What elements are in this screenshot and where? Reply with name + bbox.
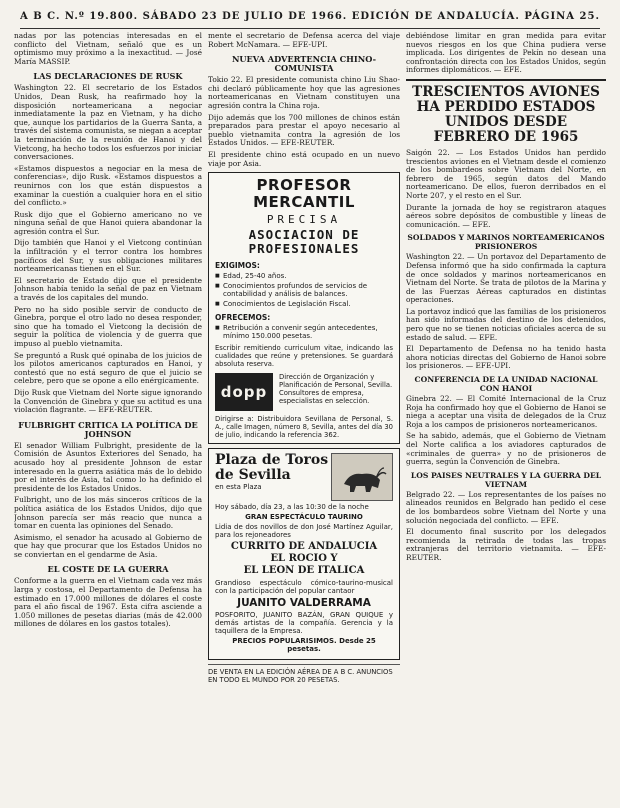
- column-right-aviones: [406, 149, 606, 229]
- article-heading: LAS DECLARACIONES DE RUSK: [33, 71, 183, 82]
- article-paragraph: debiéndose limitar en gran medida para evitar nuevos riesgos en los que China pudiera verse implicada. Los dirigentes de Pekín no desean una confrontación directa con los Estados Unidos, según informes diplomáticos. — EFE.: [406, 32, 606, 75]
- column-right-top: [406, 32, 606, 75]
- job-advertisement: [208, 172, 400, 444]
- column-right-conferencia: [406, 395, 606, 467]
- article-paragraph: Se ha sabido, además, que el Gobierno de Vietnam del Norte califica a los aviadores capturados de «criminales de guerra» y no de prisioneros de guerra, según la Convención de Ginebra.: [406, 431, 606, 467]
- article-heading: NUEVA ADVERTENCIA CHINO-COMUNISTA: [231, 54, 377, 74]
- article-paragraph: Ginebra 22. — El Comité Internacional de la Cruz Roja ha confirmado hoy que el Gobierno de Hanoi se niega a aceptar una visita de delegados de la Cruz Roja a los campos de prisioneros norteamericanos.: [406, 394, 606, 429]
- article-paragraph: Asimismo, el senador ha acusado al Gobierno de que hay que procurar que los Estados Unidos no se conviertan en el gendarme de Asia.: [14, 532, 202, 559]
- page-header: A B C. N.º 19.800. SÁBADO 23 DE JULIO DE 1966. EDICIÓN DE ANDALUCÍA. PÁGINA 25.: [20, 6, 600, 29]
- bullfight-advertisement: [208, 448, 400, 660]
- newspaper-page: [10, 6, 610, 802]
- ad-requirement: ■ Edad, 25-40 años.: [223, 272, 393, 280]
- ad-offer: ■ Retribución a convenir según antecedentes, mínimo 150.000 pesetas.: [223, 324, 393, 340]
- bullfight-date: Hoy sábado, día 23, a las 10:30 de la noche: [215, 503, 369, 512]
- dopp-row: [215, 373, 393, 411]
- bullfight-header-row: [215, 453, 393, 501]
- ad-offer-label: OFRECEMOS:: [215, 313, 271, 323]
- headline-aviones: TRESCIENTOS AVIONES HA PERDIDO ESTADOS UNIDOS DESDE FEBRERO DE 1965: [406, 79, 606, 145]
- column-left: [14, 32, 202, 792]
- bull-icon: [332, 454, 392, 500]
- column-right-prisioneros: [406, 253, 606, 371]
- edition-footer-ad: DE VENTA EN LA EDICIÓN AÉREA DE A B C. ANUNCIOS EN TODO EL MUNDO POR 20 PESETAS.: [208, 664, 400, 684]
- article-paragraph: Durante la jornada de hoy se registraron ataques aéreos sobre depósitos de combustible y líneas de comunicación. — EFE.: [406, 202, 606, 229]
- article-paragraph: El secretario de Estado dijo que el presidente Johnson había tenido la señal de paz en Vietnam a través de los capitales del mundo.: [14, 275, 202, 303]
- bullfight-line2: Grandioso espectáculo cómico-taurino-musical con la participación del popular cantaor: [215, 579, 393, 596]
- article-heading: EL COSTE DE LA GUERRA: [47, 564, 169, 575]
- column-middle: [208, 32, 400, 792]
- article-paragraph: Belgrado 22. — Los representantes de los países no alineados reunidos en Belgrado han pedido el cese de los bombardeos sobre Vietnam del Norte y una solución negociada del conflicto. — EFE.: [406, 489, 606, 525]
- article-heading: FULBRIGHT CRITICA LA POLÍTICA DE JOHNSON: [18, 419, 198, 439]
- article-paragraph: mente el secretario de Defensa acerca del viaje Robert McNamara. — EFE-UPI.: [208, 32, 400, 49]
- subhead-conferencia: CONFERENCIA DE LA UNIDAD NACIONAL CON HANOI: [414, 375, 598, 394]
- article-paragraph: «Estamos dispuestos a negociar en la mesa de conferencias», dijo Rusk. «Estamos dispuestos a reunirnos con los que están dispuestos a examinar la cuestión a cualquier hora en el sitio del conflicto.»: [14, 163, 202, 208]
- article-paragraph: Tokio 22. El presidente comunista chino Liu Shao-chi declaró públicamente hoy que las agresiones norteamericanas en Vietnam constituyen una agresión contra la China roja.: [208, 75, 400, 110]
- bull-illustration: [331, 453, 393, 501]
- bullfight-extras: POSFORITO, JUANITO BAZÁN, GRAN QUIQUE y demás artistas de la compañía. Gerencia y la taquillera de la Empresa.: [215, 611, 393, 636]
- article-paragraph: Saigón 22. — Los Estados Unidos han perdido trescientos aviones en el Vietnam desde el comienzo de los bombardeos sobre Vietnam del Norte, en febrero de 1965, según datos del Mando norteamericano. De ellos, fueron derribados en el Norte 207, y el resto en el Sur.: [406, 147, 606, 200]
- subhead-neutrales: LOS PAISES NEUTRALES Y LA GUERRA DEL VIETNAM: [410, 470, 602, 489]
- article-paragraph: nadas por las potencias interesadas en el conflicto del Vietnam, señaló que es un optimismo muy próximo a la inexactitud. — José María MASSIP.: [14, 32, 202, 66]
- article-paragraph: El presidente chino está ocupado en un nuevo viaje por Asia.: [208, 149, 400, 168]
- article-paragraph: Pero no ha sido posible servir de conducto de Ginebra, porque el otro lado no desea responder, sino que ha tomado el Vietcong la decisión de seguir la política de violencia y de guerra que impuso al pueblo vietnamita.: [14, 304, 202, 348]
- ad-requirement: ■ Conocimientos profundos de servicios de contabilidad y análisis de balances.: [223, 282, 393, 298]
- article-paragraph: Conforme a la guerra en el Vietnam cada vez más larga y costosa, el Departamento de Defensa ha estimado en 17.000 millones de dólares el coste para el año fiscal de 1967. Esta cifra asciende a 1.050 millones de pesetas diarias (más de 42.000 millones de dólares en los gastos totales).: [14, 576, 202, 629]
- article-paragraph: Dijo también que Hanoi y el Vietcong continúan la infiltración y el terror contra los hombres pacíficos del Sur, y sus obligaciones militares norteamericanas tienen en el Sur.: [14, 238, 202, 274]
- ad-title: PROFESOR MERCANTIL: [253, 176, 355, 212]
- ad-precisa: PRECISA: [266, 213, 342, 227]
- dopp-logo: dopp: [215, 373, 273, 411]
- bullfight-prices: PRECIOS POPULARISIMOS. Desde 25 pesetas.: [232, 637, 376, 654]
- bullfight-subtitle: en esta Plaza: [215, 483, 262, 492]
- subhead-prisioneros: SOLDADOS Y MARINOS NORTEAMERICANOS PRISIONEROS: [407, 233, 605, 252]
- article-paragraph: Dijo además que los 700 millones de chinos están preparados para prestar el apoyo necesario al pueblo vietnamita contra la agresión de los Estados Unidos. — EFE-REUTER.: [208, 112, 400, 148]
- article-paragraph: Rusk dijo que el Gobierno americano no ve ninguna señal de que Hanoi quiera abandonar la agresión contra el Sur.: [14, 209, 202, 236]
- article-paragraph: El documento final suscrito por los delegados recomienda la retirada de todas las tropas extranjeras del territorio vietnamita. — EFE-REUTER.: [406, 527, 606, 562]
- bullfighter-name: EL ROCIO Y: [270, 553, 338, 565]
- column-middle-articles: [208, 32, 400, 168]
- article-paragraph: Washington 22. El secretario de los Estados Unidos, Dean Rusk, ha reafirmado hoy la disposición norteamericana a negociar inmediatamente la paz en Vietnam, y ha dicho que, aunque los partidarios de la Guerra Santa, a través del sistema comunista, se niegan a aceptar la terminación de la reunión de Hanoi y del Vietcong, ha hecho todos los esfuerzos por iniciar conversaciones.: [14, 83, 202, 162]
- bullfight-star: JUANITO VALDERRAMA: [237, 597, 371, 610]
- column-right-neutrales: [406, 491, 606, 563]
- ad-closing: Dirigirse a: Distribuidora Sevillana de Personal, S. A., calle Imagen, número 8, Sevilla, antes del día 30 de julio, indicando la referencia 362.: [215, 415, 393, 440]
- article-paragraph: La portavoz indicó que las familias de los prisioneros han sido informadas del destino de los detenidos, pero que no se tienen noticias oficiales acerca de su estado de salud. — EFE.: [406, 306, 606, 342]
- dopp-text: Dirección de Organización y Planificación de Personal, Sevilla. Consultores de empresa, especialistas en selección.: [279, 373, 393, 406]
- bullfight-event: GRAN ESPECTÁCULO TAURINO: [245, 513, 363, 522]
- bullfighter-name: EL LEON DE ITALICA: [243, 565, 365, 577]
- column-right: [406, 32, 606, 792]
- article-paragraph: Fulbright, uno de los más sinceros críticos de la política asiática de los Estados Unidos, dijo que Johnson parecía ser más reacio que nunca a tomar en cuenta las opiniones del Senado.: [14, 495, 202, 531]
- ad-requirements-label: EXIGIMOS:: [215, 261, 260, 271]
- article-paragraph: El Departamento de Defensa no ha tenido hasta ahora noticias directas del Gobierno de Hanoi sobre los prisioneros. — EFE-UPI.: [406, 344, 606, 371]
- bullfighter-name: CURRITO DE ANDALUCIA: [230, 541, 378, 553]
- ad-note: Escribir remitiendo curriculum vitae, indicando las cualidades que reúne y pretensiones. Se guardará absoluta reserva.: [215, 344, 393, 369]
- ad-requirement: ■ Conocimientos de Legislación Fiscal.: [223, 300, 393, 308]
- bullfight-description: Lidia de dos novillos de don José Martínez Aguilar, para los rejoneadores: [215, 523, 393, 540]
- article-paragraph: El senador William Fulbright, presidente de la Comisión de Asuntos Exteriores del Senado, ha acusado hoy al presidente Johnson de estar interesado en la guerra asiática más de lo debido por el interés de Asia, tal como lo ha definido el presidente de los Estados Unidos.: [14, 440, 202, 493]
- article-paragraph: Dijo Rusk que Vietnam del Norte sigue ignorando la Convención de Ginebra y que su actitud es una violación flagrante. — EFE-REUTER.: [14, 387, 202, 415]
- ad-subtitle: ASOCIACION DE PROFESIONALES: [248, 227, 360, 257]
- article-paragraph: Se preguntó a Rusk qué opinaba de los juicios de los pilotos americanos capturados en Hanoi, y contestó que no está seguro de que el juicio se celebre, pero que se opone a ello enérgicamente.: [14, 350, 202, 386]
- article-paragraph: Washington 22. — Un portavoz del Departamento de Defensa informó que ha sido confirmada la captura de once soldados y marinos norteamericanos en Vietnam del Norte. Se trata de pilotos de la Marina y de las Fuerzas Aéreas capturados en distintas operaciones.: [406, 252, 606, 305]
- bullfight-title: Plaza de Toros de Sevilla: [215, 452, 329, 484]
